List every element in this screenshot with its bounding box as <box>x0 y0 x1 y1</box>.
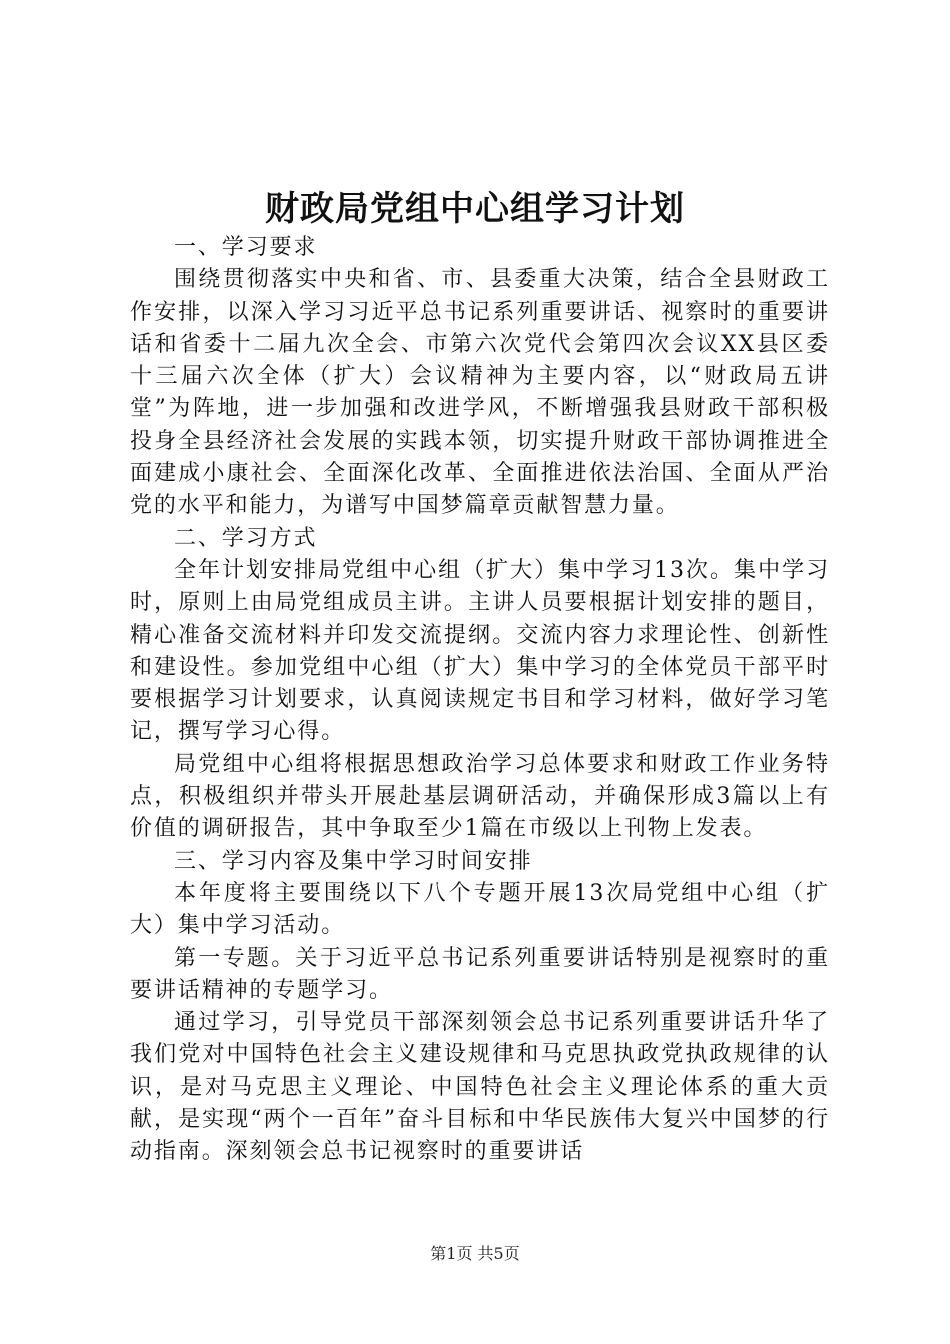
section-heading: 一、学习要求 <box>174 235 318 260</box>
paragraph: 第一专题。关于习近平总书记系列重要讲话特别是视察时的重要讲话精神的专题学习。 <box>130 945 830 1003</box>
document-title: 财政局党组中心组学习计划 <box>265 189 685 229</box>
paragraph: 全年计划安排局党组中心组（扩大）集中学习13次。集中学习时，原则上由局党组成员主讲。主讲人员要根据计划安排的题目，精心准备交流材料并印发交流提纲。交流内容力求理论性、创新性和建设性。参加党组中心组（扩大）集中学习的全体党员干部平时要根据学习计划要求，认真阅读规定书目和学习材料，做好学习笔记，撰写学习心得。 <box>130 557 830 745</box>
page-footer: 第1页 共5页 <box>430 1244 520 1263</box>
paragraph: 局党组中心组将根据思想政治学习总体要求和财政工作业务特点，积极组织并带头开展赴基层调研活动，并确保形成3篇以上有价值的调研报告，其中争取至少1篇在市级以上刊物上发表。 <box>130 751 830 842</box>
paragraph: 围绕贯彻落实中央和省、市、县委重大决策，结合全县财政工作安排，以深入学习习近平总书记系列重要讲话、视察时的重要讲话和省委十二届九次全会、市第六次党代会第四次会议XX县区委十三届六次全体（扩大）会议精神为主要内容，以“财政局五讲堂”为阵地，进一步加强和改进学风，不断增强我县财政干部积极投身全县经济社会发展的实践本领，切实提升财政干部协调推进全面建成小康社会、全面深化改革、全面推进依法治国、全面从严治党的水平和能力，为谱写中国梦篇章贡献智慧力量。 <box>130 267 830 519</box>
section-heading: 二、学习方式 <box>174 525 318 551</box>
document-body <box>130 232 830 1169</box>
paragraph: 通过学习，引导党员干部深刻领会总书记系列重要讲话升华了我们党对中国特色社会主义建设规律和马克思执政党执政规律的认识，是对马克思主义理论、中国特色社会主义理论体系的重大贡献，是实现“两个一百年”奋斗目标和中华民族伟大复兴中国梦的行动指南。深刻领会总书记视察时的重要讲话 <box>130 1010 830 1165</box>
section-heading: 三、学习内容及集中学习时间安排 <box>174 848 533 874</box>
paragraph: 本年度将主要围绕以下八个专题开展13次局党组中心组（扩大）集中学习活动。 <box>130 880 830 939</box>
